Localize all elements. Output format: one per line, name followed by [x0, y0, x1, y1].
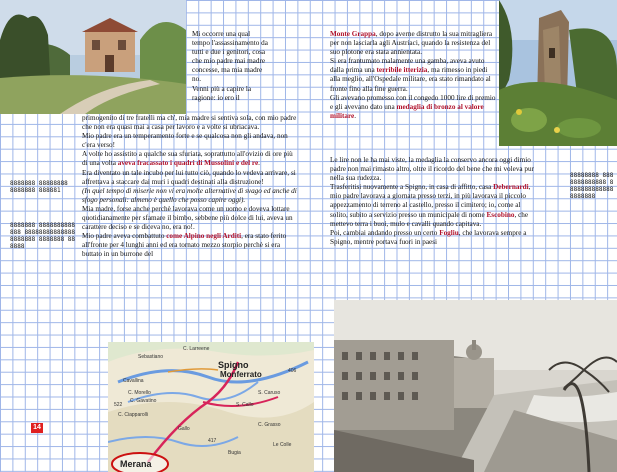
- top-line-3: tutti e due i genitori, cosa: [192, 48, 266, 57]
- right-paragraph-2: Si era frantumato malamente una gamba, aveva avuto dalla prima una terribile itterizia, ma rimesso in piedi alla meglio, all'Ospedale militare, era stato rimandato al fronte fino alla fine guerra.: [330, 57, 491, 93]
- highlight-medaglia: medaglia di bronzo al valore militare: [330, 102, 484, 120]
- left-column: [82, 114, 297, 260]
- left-paragraph-6: Mia madre, forse anche perchè lavorava come un uomo e doveva lottare quotidianamente per sfamare il bimbo, sebbene più dolce di lui, aveva un carattere deciso e se diceva no, era no!.: [82, 204, 293, 232]
- right-margin-glyphs: 88888888 8888888888888 8888888888888 8888888: [570, 172, 614, 200]
- right-column: [330, 30, 496, 121]
- map-label-caruso: S. Caruso: [258, 390, 281, 396]
- map-label-callo: S. Callo: [236, 402, 254, 408]
- left-paragraph-4: Era diventato un tale incubo per lui tutto ciò, quando lo vedeva arrivare, si affrettava a staccare dai muri i quadri destinati alla distruzione!: [82, 168, 296, 186]
- top-column: [192, 30, 300, 103]
- villa-photo: [0, 0, 186, 114]
- map: [108, 342, 314, 472]
- left-paragraph-7: Mio padre aveva combattuto come Alpino negli Arditi, era stato ferito all'fronte per 4 lunghi anni ed era tornato mezzo storpio perchè si era buttato in un burrone del: [82, 232, 287, 259]
- map-label-morello: C. Morello: [128, 390, 151, 396]
- left-paragraph-1: primogenito di tre fratelli ma ch', mia madre si sentiva sola, con mio padre che non era quasi mai a casa per lavoro e a volte si ubriacava.: [82, 114, 297, 132]
- left-paragraph-5-italic: (In quel tempo di miserie non vi era molte alternative di svago ed anche di sfogo personali: almeno è quello che posso capire oggi).: [82, 186, 297, 204]
- left-margin-glyphs-2: 8888888 8888888888888 888888888888888888888 8888888 888888: [10, 222, 76, 250]
- map-label-spigno: Spigno: [218, 360, 249, 370]
- map-label-gavatino: C. Gavatino: [130, 398, 157, 404]
- top-line-6: no.: [192, 75, 201, 84]
- highlight-itterizia: terribile itterizia: [376, 66, 428, 75]
- map-label-417: 417: [208, 438, 217, 444]
- map-label-gallo: Gallo: [178, 426, 190, 432]
- highlight-quadri: aveva fracassato i quadri di Mussolini e del re: [117, 159, 259, 168]
- left-margin-glyphs-1: 8888888 888888888888888 888881: [10, 180, 68, 194]
- seaside-photo: [334, 300, 617, 472]
- right-paragraph-3: Gli avevano promesso con il congedo 1000 lire di premio e gli avevano dato una medaglia di bronzo al valore militare.: [330, 93, 496, 120]
- map-label-monferrato: Monferrato: [220, 370, 262, 379]
- map-label-cavallina: Cavallina: [123, 378, 144, 384]
- left-paragraph-3: A volte ho assistito a qualche sua sfuriata, soprattutto all'ovizio di ore più di una volta aveva fracassato i quadri di Mussolini e del re.: [82, 150, 293, 168]
- top-line-7: Venni più a capire la: [192, 84, 252, 93]
- map-label-grasso: C. Grasso: [258, 422, 281, 428]
- tower-photo: [499, 0, 617, 146]
- highlight-monte-grappa: Monte Grappa: [330, 30, 376, 38]
- right-column-lower: [330, 156, 536, 247]
- top-line-1: Mi occorre una qual: [192, 30, 251, 38]
- left-paragraph-2: Mio padre era un temperamento forte e se qualcosa non gli andava, non c'era verso!: [82, 132, 288, 150]
- right-paragraph-4: Le lire non le ha mai viste, la medaglia la conservo ancora oggi dimio padre non mai rimasto altro, oltre il ricordo del bene che mi voleva pur nella sua rudezza.: [330, 156, 534, 183]
- top-line-5: concesse, ma mia madre: [192, 66, 263, 75]
- top-line-8: ragione: io ero il: [192, 93, 240, 102]
- page-number-badge: 14: [31, 423, 43, 433]
- map-label-larreene: C. Larreene: [183, 346, 210, 352]
- top-line-2: tempo l'assassinamento da: [192, 39, 268, 48]
- highlight-escobino: Escobino: [486, 210, 515, 219]
- map-label-le-colle: Le Colle: [273, 442, 292, 448]
- map-label-ciapparolli: C. Ciapparolli: [118, 412, 149, 418]
- map-label-522: 522: [114, 402, 123, 408]
- map-label-merana: Merana: [120, 459, 152, 469]
- highlight-fogliu: Fogliu: [439, 228, 459, 237]
- top-line-4: che mio padre mai madre: [192, 57, 266, 66]
- right-paragraph-1: Monte Grappa, dopo averne distrutto la sua mitragliera per non lasciarla agli Austriaci, quando la resistenza del suo plotone era stata annientata.: [330, 30, 493, 57]
- highlight-alpino: come Alpino negli Arditi: [166, 232, 242, 241]
- right-paragraph-5: Trasferitisi nuovamente a Spigno, in casa di affitto, casa Debernardi, mio padre lavorava a giornata presso terzi, in più lavorava il piccolo appezzamento di terreno al castello, presso il cimitero; io, come al solito, subito a servizio presso un municipale di nome Escobino, che mettevo terra i buoi, mulo e cavalli quando capitava.: [330, 183, 531, 228]
- map-label-406: 406: [288, 368, 297, 374]
- highlight-debernardi: Debernardi: [493, 183, 529, 192]
- map-label-bugia: Bugia: [228, 450, 241, 456]
- right-paragraph-6: Poi, cambiai andando presso un certo Fogliu, che lavorava sempre a Spigno, mentre portava fuori in paesi: [330, 228, 527, 246]
- map-label-sebastiano: Sebastiano: [138, 354, 164, 360]
